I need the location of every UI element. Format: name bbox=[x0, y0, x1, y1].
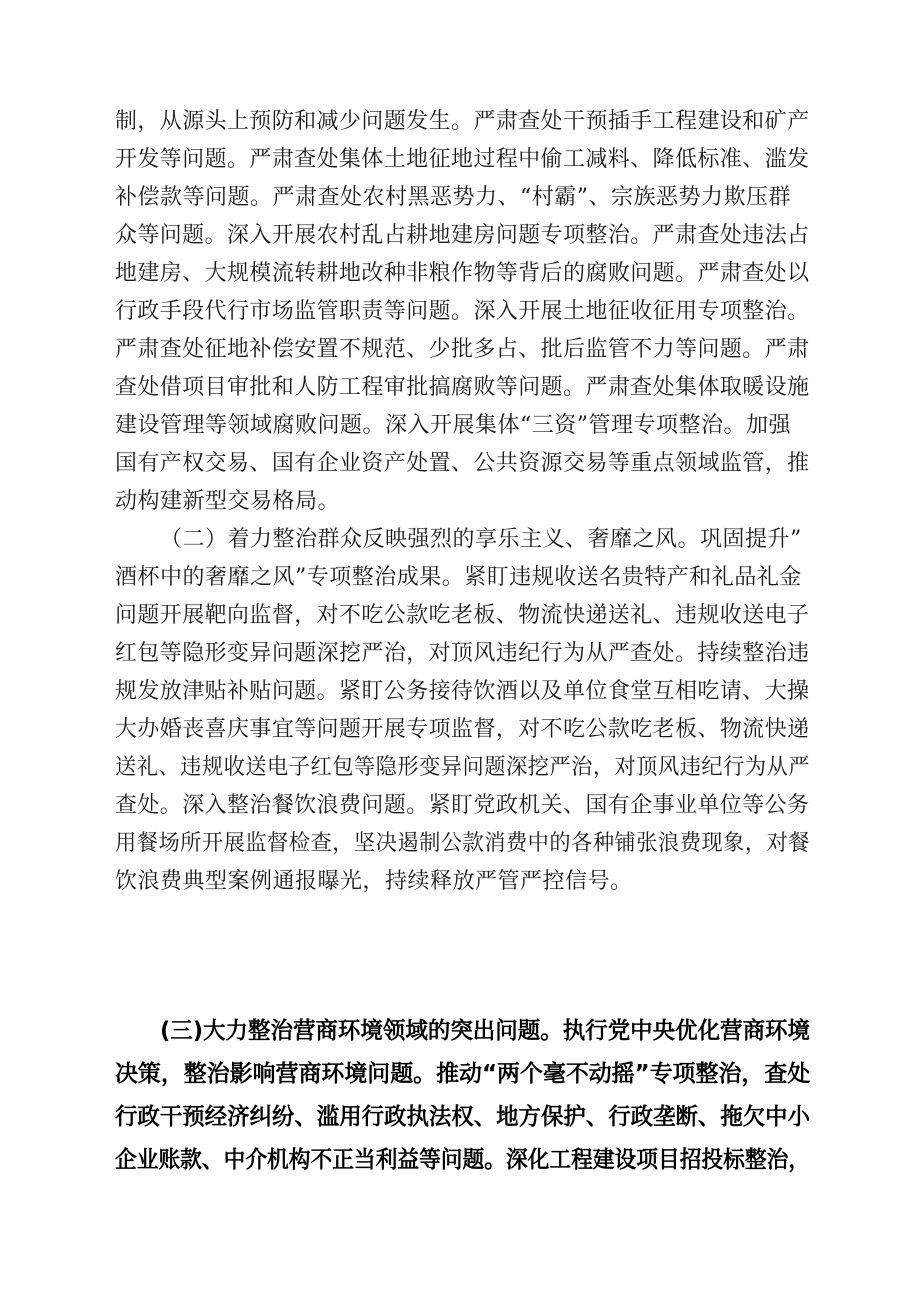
text-line: 用餐场所开展监督检查，坚决遏制公款消费中的各种铺张浪费现象，对餐 bbox=[115, 831, 811, 856]
text-line: 酒杯中的奢靡之风”专项整治成果。紧盯违规收送名贵特产和礼品礼金 bbox=[115, 565, 802, 590]
text-line: 众等问题。深入开展农村乱占耕地建房问题专项整治。严肃查处违法占 bbox=[115, 223, 810, 248]
text-line: 查处借项目审批和人防工程审批搞腐败等问题。严肃查处集体取暖设施 bbox=[115, 375, 810, 400]
section-heading-3: (三)大力整治营商环境领域的突出问题。执行党中央优化营商环境 bbox=[160, 1018, 811, 1044]
text-line: 严肃查处征地补偿安置不规范、少批多占、批后监管不力等问题。严肃 bbox=[115, 337, 810, 362]
text-line: 行政手段代行市场监管职责等问题。深入开展土地征收征用专项整治。 bbox=[115, 299, 810, 324]
text-line: 动构建新型交易格局。 bbox=[115, 489, 341, 514]
text-line-bold: 企业账款、中介机构不正当利益等问题。深化工程建设项目招投标整治， bbox=[115, 1147, 810, 1173]
text-line: 国有产权交易、国有企业资产处置、公共资源交易等重点领域监管，推 bbox=[115, 451, 810, 476]
text-line-bold: 行政干预经济纠纷、滥用行政执法权、地方保护、行政垄断、拖欠中小 bbox=[115, 1104, 810, 1130]
text-line: 建设管理等领域腐败问题。深入开展集体“三资”管理专项整治。加强 bbox=[115, 413, 791, 438]
text-line: 制，从源头上预防和减少问题发生。严肃查处干预插手工程建设和矿产 bbox=[115, 109, 810, 134]
text-line-bold: 决策，整治影响营商环境问题。推动“两个毫不动摇”专项整治，查处 bbox=[115, 1061, 811, 1087]
text-line: 红包等隐形变异问题深挖严治，对顶风违纪行为从严查处。持续整治违 bbox=[115, 641, 810, 666]
section-heading-2: （二）着力整治群众反映强烈的享乐主义、奢靡之风。巩固提升” bbox=[160, 527, 802, 552]
text-line: 地建房、大规模流转耕地改种非粮作物等背后的腐败问题。严肃查处以 bbox=[115, 261, 810, 286]
text-line: 规发放津贴补贴问题。紧盯公务接待饮酒以及单位食堂互相吃请、大操 bbox=[115, 679, 810, 704]
text-line: 饮浪费典型案例通报曝光，持续释放严管严控信号。 bbox=[115, 869, 633, 894]
text-line: 查处。深入整治餐饮浪费问题。紧盯党政机关、国有企事业单位等公务 bbox=[115, 793, 810, 818]
text-line: 问题开展靶向监督，对不吃公款吃老板、物流快递送礼、违规收送电子 bbox=[115, 603, 810, 628]
text-line: 大办婚丧喜庆事宜等问题开展专项监督，对不吃公款吃老板、物流快递 bbox=[115, 717, 810, 742]
text-line: 送礼、违规收送电子红包等隐形变异问题深挖严治，对顶风违纪行为从严 bbox=[115, 755, 811, 780]
text-line: 开发等问题。严肃查处集体土地征地过程中偷工减料、降低标准、滥发 bbox=[115, 147, 810, 172]
text-line: 补偿款等问题。严肃查处农村黑恶势力、“村霸”、宗族恶势力欺压群 bbox=[115, 185, 791, 210]
